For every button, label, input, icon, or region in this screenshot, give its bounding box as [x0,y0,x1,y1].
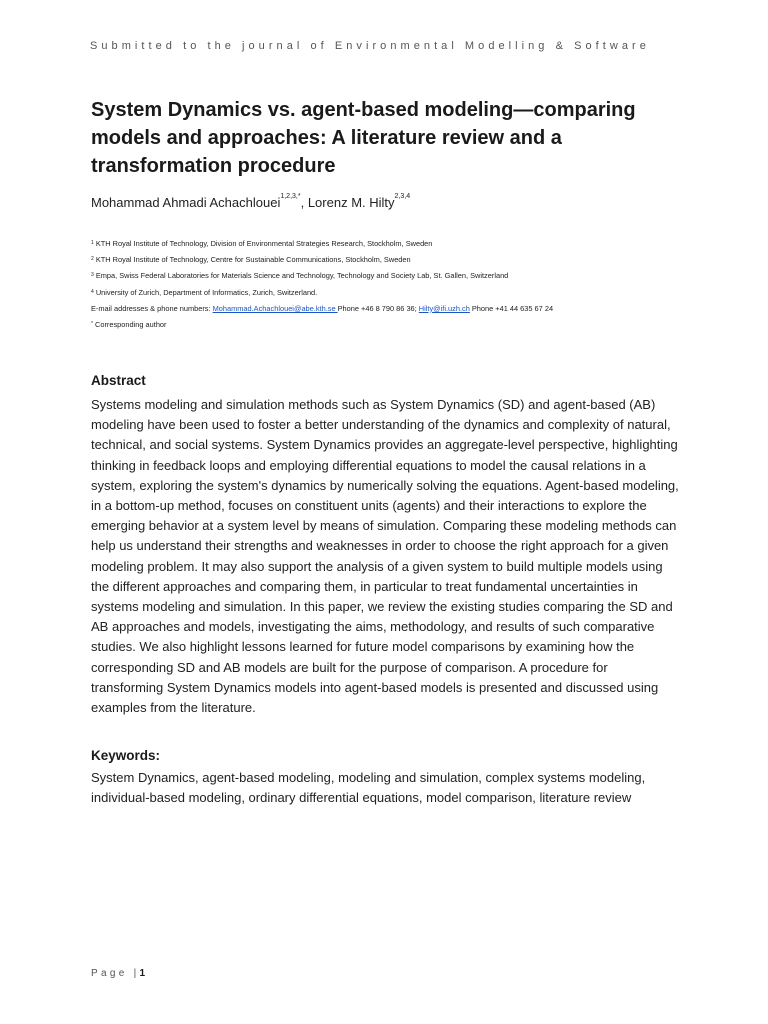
abstract-line: modeling have been used to foster a better understanding of the dynamics and complexity of natural, [91,417,671,433]
abstract-line: help us understand their strengths and weaknesses in order to choose the right approach for a given [91,538,669,554]
corresponding-marker: * [91,321,93,328]
abstract-line: thinking in feedback loops and employing differential equations to model the causal relations in a [91,457,646,473]
email-link[interactable]: Hilty@ifi.uzh.ch [418,303,470,313]
affiliation-item [91,268,711,284]
abstract-line: AB approaches and models, investigating the aims, methodology, and results of such comparative [91,619,655,635]
title-line: System Dynamics vs. agent-based modeling—comparing [91,99,636,121]
abstract-line: system, exploring the system's dynamics by numerically solving the equations. Agent-based modeling, [91,477,679,493]
abstract-line: technical, and social systems. System Dynamics provides an aggregate-level perspective, highlighting [91,437,678,453]
running-header: Submitted to the journal of Environmental Modelling & Software [90,40,650,52]
corresponding-text: Corresponding author [92,320,167,330]
author-name: Lorenz M. Hilty [307,195,395,210]
author-name: Mohammad Ahmadi Achachlouei [91,195,281,210]
page-footer [91,968,145,979]
abstract-line: modeling problem. It may also support the analysis of a given system to build multiple models using [91,558,663,574]
corresponding-author-note [91,317,711,333]
affiliation-marker: 4 [91,288,94,295]
abstract-line: Systems modeling and simulation methods such as System Dynamics (SD) and agent-based (AB) [91,397,656,412]
contact-label: E-mail addresses & phone numbers: [91,303,213,313]
contact-info [91,301,711,317]
keywords-line: System Dynamics, agent-based modeling, modeling and simulation, complex systems modeling, [91,770,646,785]
keywords-heading: Keywords: [91,748,161,763]
affiliation-text: KTH Royal Institute of Technology, Centre for Sustainable Communications, Stockholm, Sweden [93,255,411,265]
abstract-heading: Abstract [91,373,146,388]
author-list [91,195,691,210]
abstract-line: corresponding SD and AB models are built for the purpose of comparison. A procedure for [91,659,608,675]
title-line: models and approaches: A literature review and a [91,127,562,149]
page-label: Page | [91,968,140,979]
affiliation-item [91,285,711,301]
paper-title [91,96,691,180]
author-affiliation-marker: 2,3,4 [394,193,411,200]
abstract-line: systems modeling and simulation. In this paper, we review the existing studies comparing the SD and [91,599,673,615]
keywords-line: individual-based modeling, ordinary differential equations, model comparison, literature review [91,790,632,806]
affiliation-marker: 2 [91,256,94,263]
affiliation-text: KTH Royal Institute of Technology, Division of Environmental Strategies Research, Stockholm, Sweden [93,239,433,248]
affiliation-item [91,252,711,268]
abstract-line: in a bottom-up method, focuses on constituent units (agents) and their interactions to explore the [91,498,647,514]
abstract-line: transforming System Dynamics models into agent-based models is presented and discussed using [91,679,659,695]
phone-number: Phone +46 8 790 86 36; [337,303,419,313]
author-affiliation-marker: 1,2,3,* [280,193,301,200]
page-number: 1 [139,968,146,979]
abstract-line: examples from the literature. [91,700,256,716]
abstract-body [91,395,691,718]
email-link[interactable]: Mohammad.Achachlouei@abe.kth.se [212,303,338,313]
author-separator: , [300,195,308,210]
affiliation-marker: 1 [91,240,94,246]
phone-number: Phone +41 44 635 67 24 [469,303,554,313]
title-line: transformation procedure [91,155,336,177]
abstract-line: emerging behavior at a system level by means of simulation. Comparing these modeling methods can [91,518,677,534]
affiliation-marker: 3 [91,272,94,279]
abstract-line: studies. We also highlight lessons learned for future model comparisons by examining how the [91,639,635,655]
abstract-line: the different approaches and comparing them, in particular to treat fundamental uncertainties in [91,578,638,594]
affiliation-text: University of Zurich, Department of Informatics, Zurich, Switzerland. [93,287,318,297]
keywords-body [91,768,691,808]
affiliations [91,236,711,333]
affiliation-text: Empa, Swiss Federal Laboratories for Materials Science and Technology, Technology and Society Lab, St. Gallen, Switzerland [93,271,509,281]
affiliation-item [91,236,711,252]
